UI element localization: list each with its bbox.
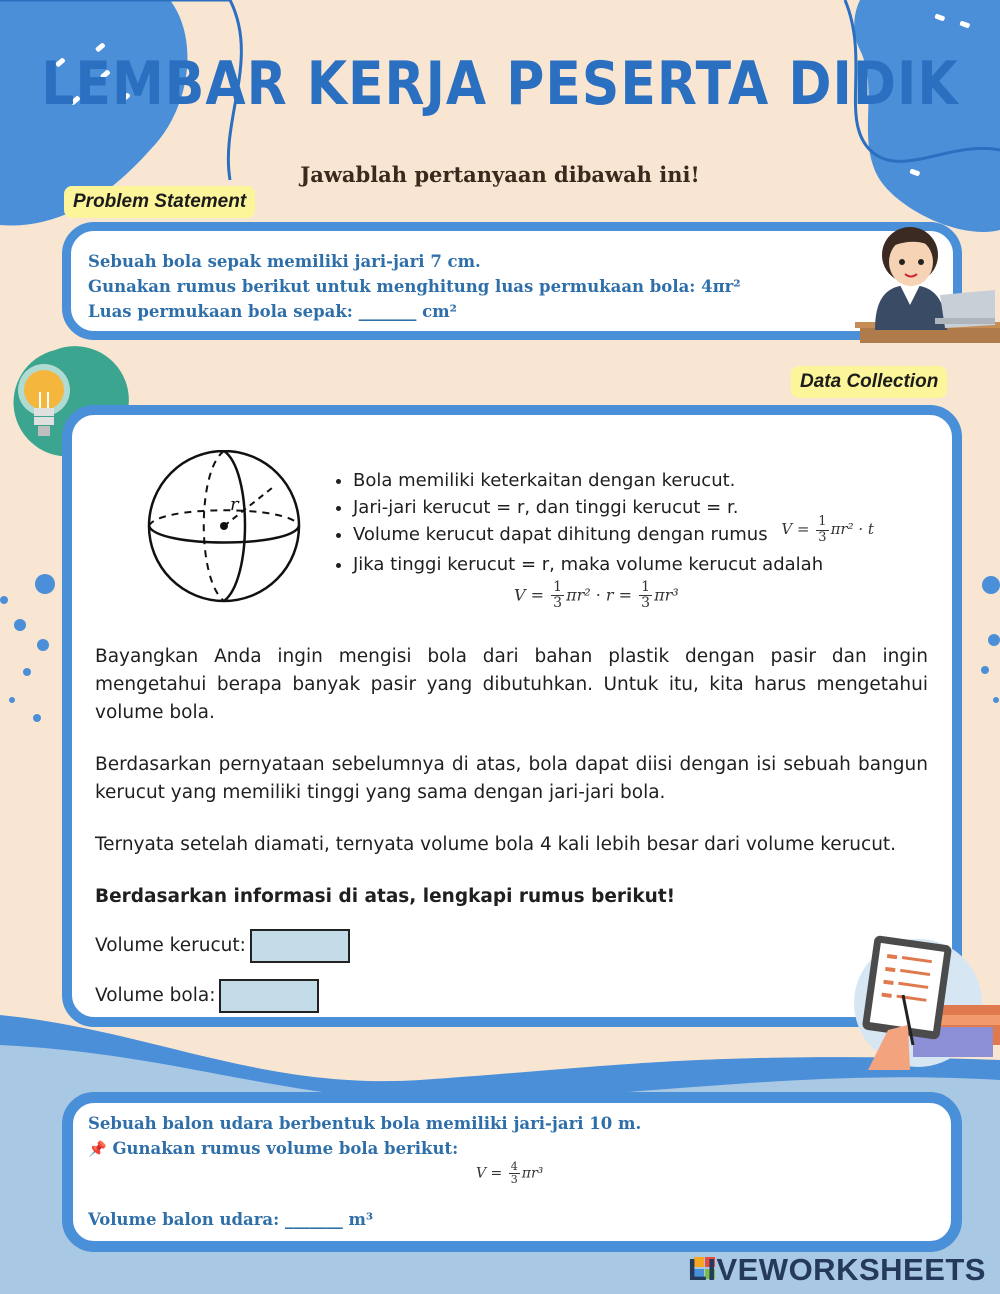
cone-volume-formula: V = 1 3 πr² · t: [781, 514, 874, 545]
balloon-answer-line: Volume balon udara: _______ m³: [88, 1210, 374, 1229]
bullet-item: • Jika tinggi kerucut = r, maka volume kerucut adalah: [353, 551, 947, 578]
problem-line-2: Gunakan rumus berikut untuk menghitung luas permukaan bola: 4πr²: [88, 277, 741, 296]
sphere-radius-label: r: [230, 494, 239, 515]
sphere-volume-input[interactable]: [219, 979, 319, 1013]
student-at-laptop-illustration: [855, 200, 1000, 350]
problem-statement-tag: Problem Statement: [64, 186, 255, 218]
bullet-text: Volume kerucut dapat dihitung dengan rumus: [353, 524, 768, 545]
sphere-volume-label: Volume bola:: [95, 985, 216, 1006]
bullet-item: • Bola memiliki keterkaitan dengan kerucut.: [353, 467, 947, 494]
liveworksheets-brand[interactable]: LIVEWORKSHEETS: [687, 1252, 986, 1287]
sphere-diagram: [142, 450, 312, 605]
data-collection-tag: Data Collection: [791, 366, 947, 398]
data-collection-box: [62, 405, 962, 1027]
instruction: Berdasarkan informasi di atas, lengkapi rumus berikut!: [95, 886, 676, 907]
balloon-line-2: 📌 Gunakan rumus volume bola berikut:: [88, 1139, 459, 1158]
cone-volume-r-formula: V = $\frac{1}{3}$ πr² · r = $\frac{1}{3}$ πr³: [514, 579, 679, 612]
cone-volume-row: [95, 929, 928, 963]
page-title: LEMBAR KERJA PESERTA DIDIK: [41, 50, 959, 119]
page-subtitle: Jawablah pertanyaan dibawah ini!: [300, 162, 700, 187]
clipboard-illustration: [848, 935, 1000, 1070]
paragraph: Ternyata setelah diamati, ternyata volume bola 4 kali lebih besar dari volume kerucut.: [95, 834, 897, 855]
problem-line-1: Sebuah bola sepak memiliki jari-jari 7 cm.: [88, 252, 481, 271]
sphere-volume-row: [95, 979, 928, 1013]
info-bullet-list: [327, 467, 947, 578]
paragraph: Berdasarkan pernyataan sebelumnya di atas, bola dapat diisi dengan isi sebuah bangun kerucut yang memiliki tinggi yang sama dengan jari-jari bola.: [95, 754, 928, 803]
bullet-item: • Jari-jari kerucut = r, dan tinggi kerucut = r.: [353, 494, 947, 521]
sphere-volume-formula: V = $\frac{4}{3}$ πr³: [476, 1160, 544, 1187]
bullet-item: [353, 514, 947, 551]
balloon-line-1: Sebuah balon udara berbentuk bola memiliki jari-jari 10 m.: [88, 1114, 642, 1133]
paragraph: Bayangkan Anda ingin mengisi bola dari bahan plastik dengan pasir dan ingin mengetahui berapa banyak pasir yang dibutuhkan. Untuk itu, kita harus mengetahui volume bola.: [95, 646, 928, 723]
balloon-problem-box: [62, 1092, 962, 1252]
cone-volume-label: Volume kerucut:: [95, 935, 246, 956]
pin-icon: 📌: [88, 1140, 107, 1158]
problem-line-3: Luas permukaan bola sepak: _______ cm²: [88, 302, 457, 321]
cone-volume-input[interactable]: [250, 929, 350, 963]
problem-box: [62, 222, 962, 340]
